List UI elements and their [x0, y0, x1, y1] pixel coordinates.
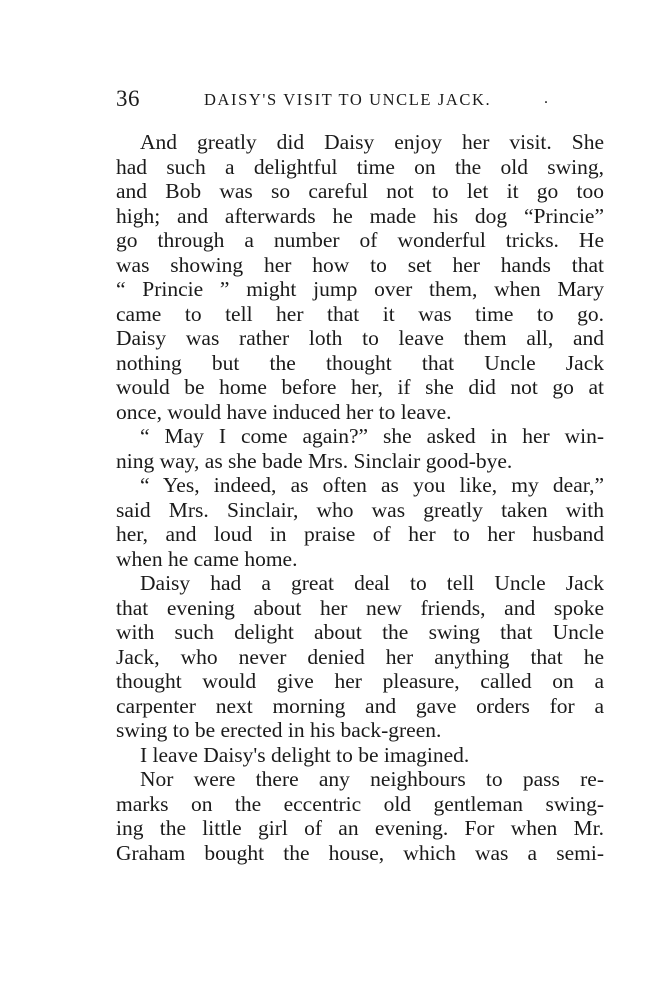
- text-line: Jack, who never denied her anything that he: [116, 644, 604, 669]
- text-line: I leave Daisy's delight to be imagined.: [140, 742, 470, 767]
- text-line: Daisy had a great deal to tell Uncle Jack: [140, 571, 604, 595]
- text-line: “ Yes, indeed, as often as you like, my dear,”: [140, 473, 604, 497]
- text-line: her, and loud in praise of her to her husband: [116, 522, 604, 546]
- text-line: once, would have induced her to leave.: [116, 399, 452, 424]
- text-line: carpenter next morning and gave orders for a: [116, 693, 604, 718]
- text-line: and Bob was so careful not to let it go too: [116, 179, 604, 203]
- body-text: [116, 130, 604, 865]
- text-line: And greatly did Daisy enjoy her visit. She: [140, 130, 604, 154]
- text-line: Daisy was rather loth to leave them all, and: [116, 326, 604, 350]
- text-line: said Mrs. Sinclair, who was greatly taken with: [116, 497, 604, 522]
- running-head: DAISY'S VISIT TO UNCLE JACK.: [204, 90, 492, 109]
- text-line: that evening about her new friends, and spoke: [116, 595, 604, 620]
- page-number: 36: [116, 86, 140, 111]
- running-head-mark: .: [544, 90, 548, 107]
- text-line: when he came home.: [116, 546, 298, 571]
- text-line: marks on the eccentric old gentleman swing-: [116, 791, 604, 816]
- text-line: would be home before her, if she did not go at: [116, 375, 604, 399]
- text-line: swing to be erected in his back-green.: [116, 718, 442, 742]
- text-line: “ Princie ” might jump over them, when Mary: [116, 277, 604, 301]
- text-line: “ May I come again?” she asked in her win-: [140, 424, 604, 448]
- text-line: ning way, as she bade Mrs. Sinclair good-bye.: [116, 448, 513, 473]
- text-line: ing the little girl of an evening. For when Mr.: [116, 816, 604, 840]
- text-line: thought would give her pleasure, called on a: [116, 669, 604, 693]
- text-line: Nor were there any neighbours to pass re-: [140, 767, 604, 791]
- text-line: had such a delightful time on the old swing,: [116, 154, 604, 179]
- text-line: with such delight about the swing that Uncle: [116, 620, 604, 644]
- text-line: came to tell her that it was time to go.: [116, 301, 604, 326]
- text-line: high; and afterwards he made his dog “Princie”: [116, 203, 604, 228]
- text-line: nothing but the thought that Uncle Jack: [116, 350, 604, 375]
- text-line: was showing her how to set her hands that: [116, 252, 604, 277]
- text-line: go through a number of wonderful tricks. He: [116, 228, 604, 252]
- text-line: Graham bought the house, which was a semi-: [116, 840, 604, 865]
- page-header: [116, 86, 548, 116]
